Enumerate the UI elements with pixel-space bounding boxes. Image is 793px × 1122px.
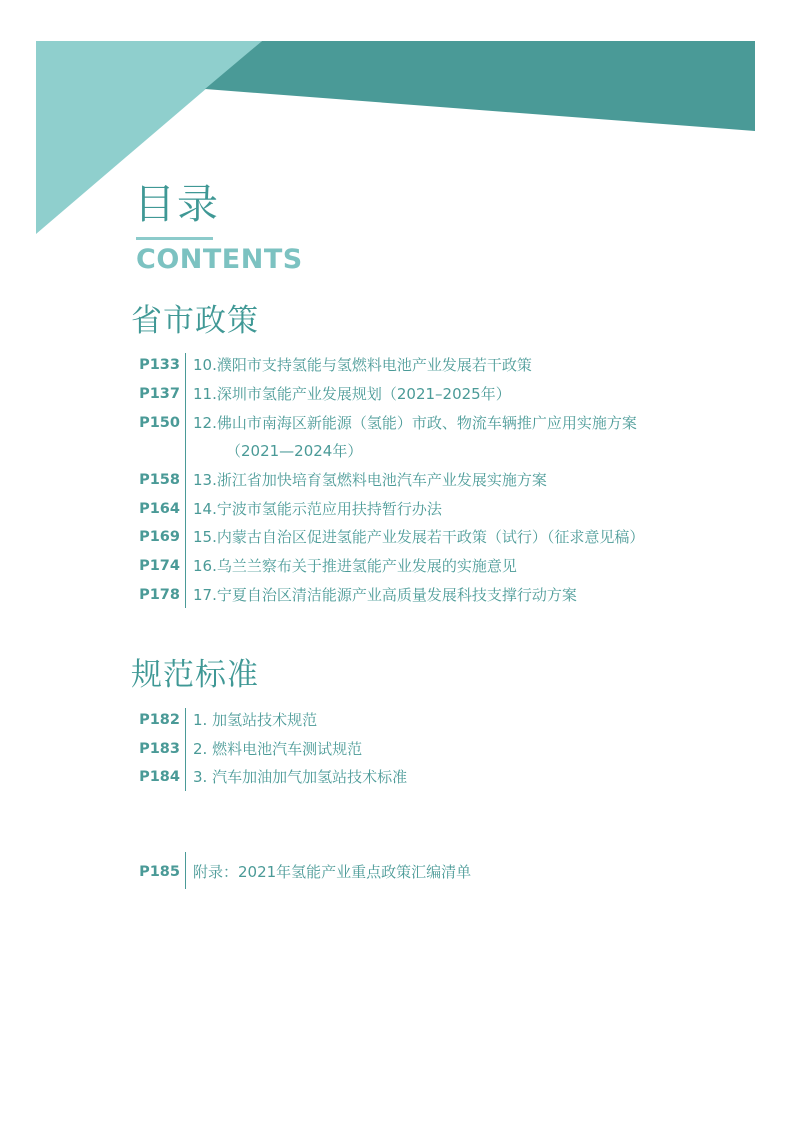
- toc-entry[interactable]: [0, 466, 793, 495]
- entry-title: 14.宁波市氢能示范应用扶持暂行办法: [193, 500, 442, 518]
- header-banner: [0, 0, 793, 260]
- toc-entry[interactable]: [0, 380, 793, 409]
- page-number: P158: [139, 472, 180, 488]
- entry-title: 15.内蒙古自治区促进氢能产业发展若干政策（试行）（征求意见稿）: [193, 528, 645, 546]
- page-number: P182: [139, 712, 180, 728]
- toc-entry[interactable]: [0, 706, 793, 735]
- page-number: P178: [139, 587, 180, 603]
- page-title: 目录: [134, 180, 220, 228]
- page-number: P185: [139, 864, 180, 880]
- section-title-provincial-policies: 省市政策: [131, 303, 259, 339]
- page-number: P183: [139, 741, 180, 757]
- page-number: P133: [139, 357, 180, 373]
- page-number: P164: [139, 501, 180, 517]
- toc-entry[interactable]: [0, 763, 793, 792]
- entry-title: 1. 加氢站技术规范: [193, 711, 318, 729]
- toc-entry-appendix[interactable]: [0, 858, 793, 887]
- entry-title: 11.深圳市氢能产业发展规划（2021–2025年）: [193, 385, 511, 403]
- page-subtitle: CONTENTS: [136, 244, 303, 275]
- toc-entry[interactable]: [0, 735, 793, 764]
- page-number: P184: [139, 769, 180, 785]
- entry-title: 3. 汽车加油加气加氢站技术标准: [193, 768, 408, 786]
- toc-entry[interactable]: [0, 523, 793, 552]
- page-number: P150: [139, 415, 180, 431]
- entry-title: 16.乌兰兰察布关于推进氢能产业发展的实施意见: [193, 557, 517, 575]
- title-underline: [136, 237, 213, 240]
- toc-entry-continuation[interactable]: [0, 437, 793, 466]
- entry-title: 17.宁夏自治区清洁能源产业高质量发展科技支撑行动方案: [193, 586, 577, 604]
- page-number: P174: [139, 558, 180, 574]
- entry-title: 2. 燃料电池汽车测试规范: [193, 740, 363, 758]
- entry-title-continuation: （2021—2024年）: [226, 442, 363, 460]
- entry-title: 13.浙江省加快培育氢燃料电池汽车产业发展实施方案: [193, 471, 547, 489]
- page-number: P137: [139, 386, 180, 402]
- toc-entry[interactable]: [0, 581, 793, 610]
- toc-entry[interactable]: [0, 552, 793, 581]
- entry-title: 附录：2021年氢能产业重点政策汇编清单: [193, 863, 472, 881]
- toc-entry[interactable]: [0, 409, 793, 438]
- section-title-standards: 规范标准: [131, 657, 259, 693]
- entry-title: 12.佛山市南海区新能源（氢能）市政、物流车辆推广应用实施方案: [193, 414, 637, 432]
- banner-dark-shape: [205, 41, 755, 131]
- entry-title: 10.濮阳市支持氢能与氢燃料电池产业发展若干政策: [193, 356, 532, 374]
- toc-entry[interactable]: [0, 495, 793, 524]
- toc-entry[interactable]: [0, 351, 793, 380]
- page-number: P169: [139, 529, 180, 545]
